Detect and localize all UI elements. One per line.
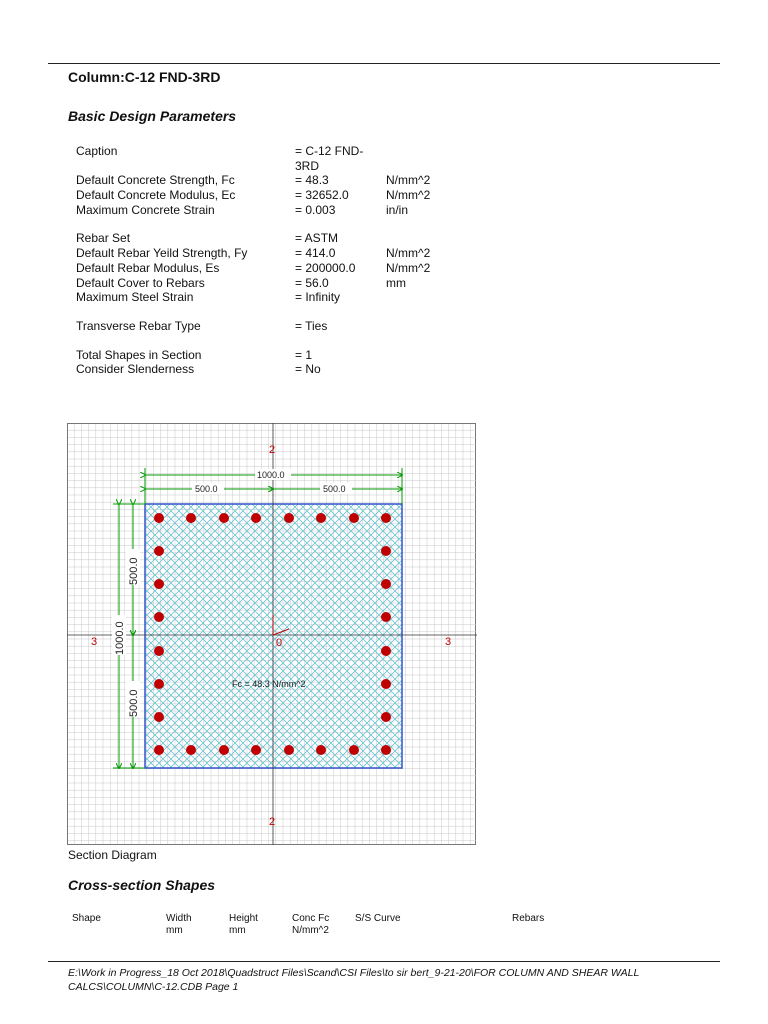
param-label: Default Concrete Strength, Fc — [76, 173, 235, 188]
rebar-dot — [186, 513, 196, 523]
dim-half-left-label: 500.0 — [195, 484, 218, 494]
rebar-dot — [154, 712, 164, 722]
rebar-dot — [381, 579, 391, 589]
table-header-rebars: Rebars — [512, 913, 545, 924]
diagram-caption: Section Diagram — [68, 848, 157, 862]
param-value: = 32652.0 — [295, 188, 349, 203]
param-value: = Ties — [295, 318, 328, 333]
param-unit: in/in — [386, 202, 409, 217]
axis-3-right-label: 3 — [445, 636, 452, 648]
rebar-dot — [251, 513, 261, 523]
param-unit: mm — [386, 275, 406, 290]
rebar-dot — [316, 745, 326, 755]
param-label: Rebar Set — [76, 231, 131, 246]
rebar-dot — [219, 513, 229, 523]
dim-total-width-label: 1000.0 — [257, 470, 285, 480]
param-value: = 48.3 — [295, 173, 329, 188]
top-rule — [48, 63, 720, 64]
rebar-dot — [154, 546, 164, 556]
table-header-ss-curve: S/S Curve — [355, 913, 401, 924]
rebar-dot — [219, 745, 229, 755]
section-diagram — [67, 423, 477, 845]
table-header-conc-fc: Conc Fc N/mm^2 — [292, 913, 330, 936]
dim-half-top-label: 500.0 — [128, 557, 140, 585]
param-label: Transverse Rebar Type — [76, 318, 201, 333]
param-unit: N/mm^2 — [386, 260, 431, 275]
rebar-dot — [251, 745, 261, 755]
param-unit: N/mm^2 — [386, 173, 431, 188]
rebar-dot — [154, 745, 164, 755]
rebar-dot — [316, 513, 326, 523]
rebar-dot — [381, 513, 391, 523]
rebar-dot — [381, 612, 391, 622]
table-header-width: Width mm — [166, 913, 192, 936]
rebar-dot — [381, 546, 391, 556]
rebar-dot — [349, 513, 359, 523]
dim-total-height-label: 1000.0 — [114, 621, 126, 655]
section-heading-basic-params: Basic Design Parameters — [68, 108, 237, 124]
param-value: 3RD — [295, 158, 320, 173]
rebar-dot — [154, 679, 164, 689]
rebar-dot — [154, 579, 164, 589]
rebar-dot — [381, 712, 391, 722]
footer-rule — [48, 961, 720, 962]
param-unit: N/mm^2 — [386, 188, 431, 203]
table-header-height: Height mm — [229, 913, 258, 936]
axis-2-bottom-label: 2 — [269, 816, 276, 828]
param-label: Maximum Concrete Strain — [76, 202, 215, 217]
param-label: Consider Slenderness — [76, 362, 195, 377]
dim-half-bottom-label: 500.0 — [128, 689, 140, 717]
origin-label: 0 — [276, 637, 283, 649]
param-value: = Infinity — [295, 290, 341, 305]
param-value: = 200000.0 — [295, 260, 356, 275]
rebar-dot — [381, 679, 391, 689]
dim-half-right-label: 500.0 — [323, 484, 346, 494]
axis-3-left-label: 3 — [91, 636, 98, 648]
param-value: = 56.0 — [295, 275, 329, 290]
param-value: = No — [295, 362, 321, 377]
param-label: Default Cover to Rebars — [76, 275, 205, 290]
param-label: Total Shapes in Section — [76, 347, 202, 362]
material-label: Fc = 48.3 N/mm^2 — [232, 679, 306, 689]
param-value: = 0.003 — [295, 202, 336, 217]
footer-file-path: E:\Work in Progress_18 Oct 2018\Quadstruct Files\Scand\CSI Files\to sir bert_9-21-20\FOR COLUMN AND SHEAR WALL CALCS\COLUMN\C-12.CDB Page 1 — [68, 967, 640, 993]
param-label: Default Concrete Modulus, Ec — [76, 188, 236, 203]
param-label: Caption — [76, 144, 118, 158]
table-header-shape: Shape — [72, 913, 101, 924]
rebar-dot — [154, 646, 164, 656]
rebar-dot — [284, 513, 294, 523]
param-label: Maximum Steel Strain — [76, 290, 194, 305]
param-value: = C-12 FND- — [295, 144, 364, 158]
rebar-dot — [186, 745, 196, 755]
axis-2-top-label: 2 — [269, 444, 276, 456]
param-unit: N/mm^2 — [386, 246, 431, 261]
rebar-dot — [154, 513, 164, 523]
rebar-dot — [381, 646, 391, 656]
rebar-dot — [381, 745, 391, 755]
param-value: = 414.0 — [295, 246, 336, 261]
rebar-dot — [349, 745, 359, 755]
param-label: Default Rebar Yeild Strength, Fy — [76, 246, 248, 261]
param-value: = 1 — [295, 347, 313, 362]
param-value: = ASTM — [295, 231, 339, 246]
page-title: Column:C-12 FND-3RD — [68, 69, 221, 85]
section-heading-cross-section-shapes: Cross-section Shapes — [68, 877, 216, 893]
rebar-dot — [284, 745, 294, 755]
concrete-section — [145, 504, 402, 768]
param-label: Default Rebar Modulus, Es — [76, 260, 220, 275]
rebar-dot — [154, 612, 164, 622]
